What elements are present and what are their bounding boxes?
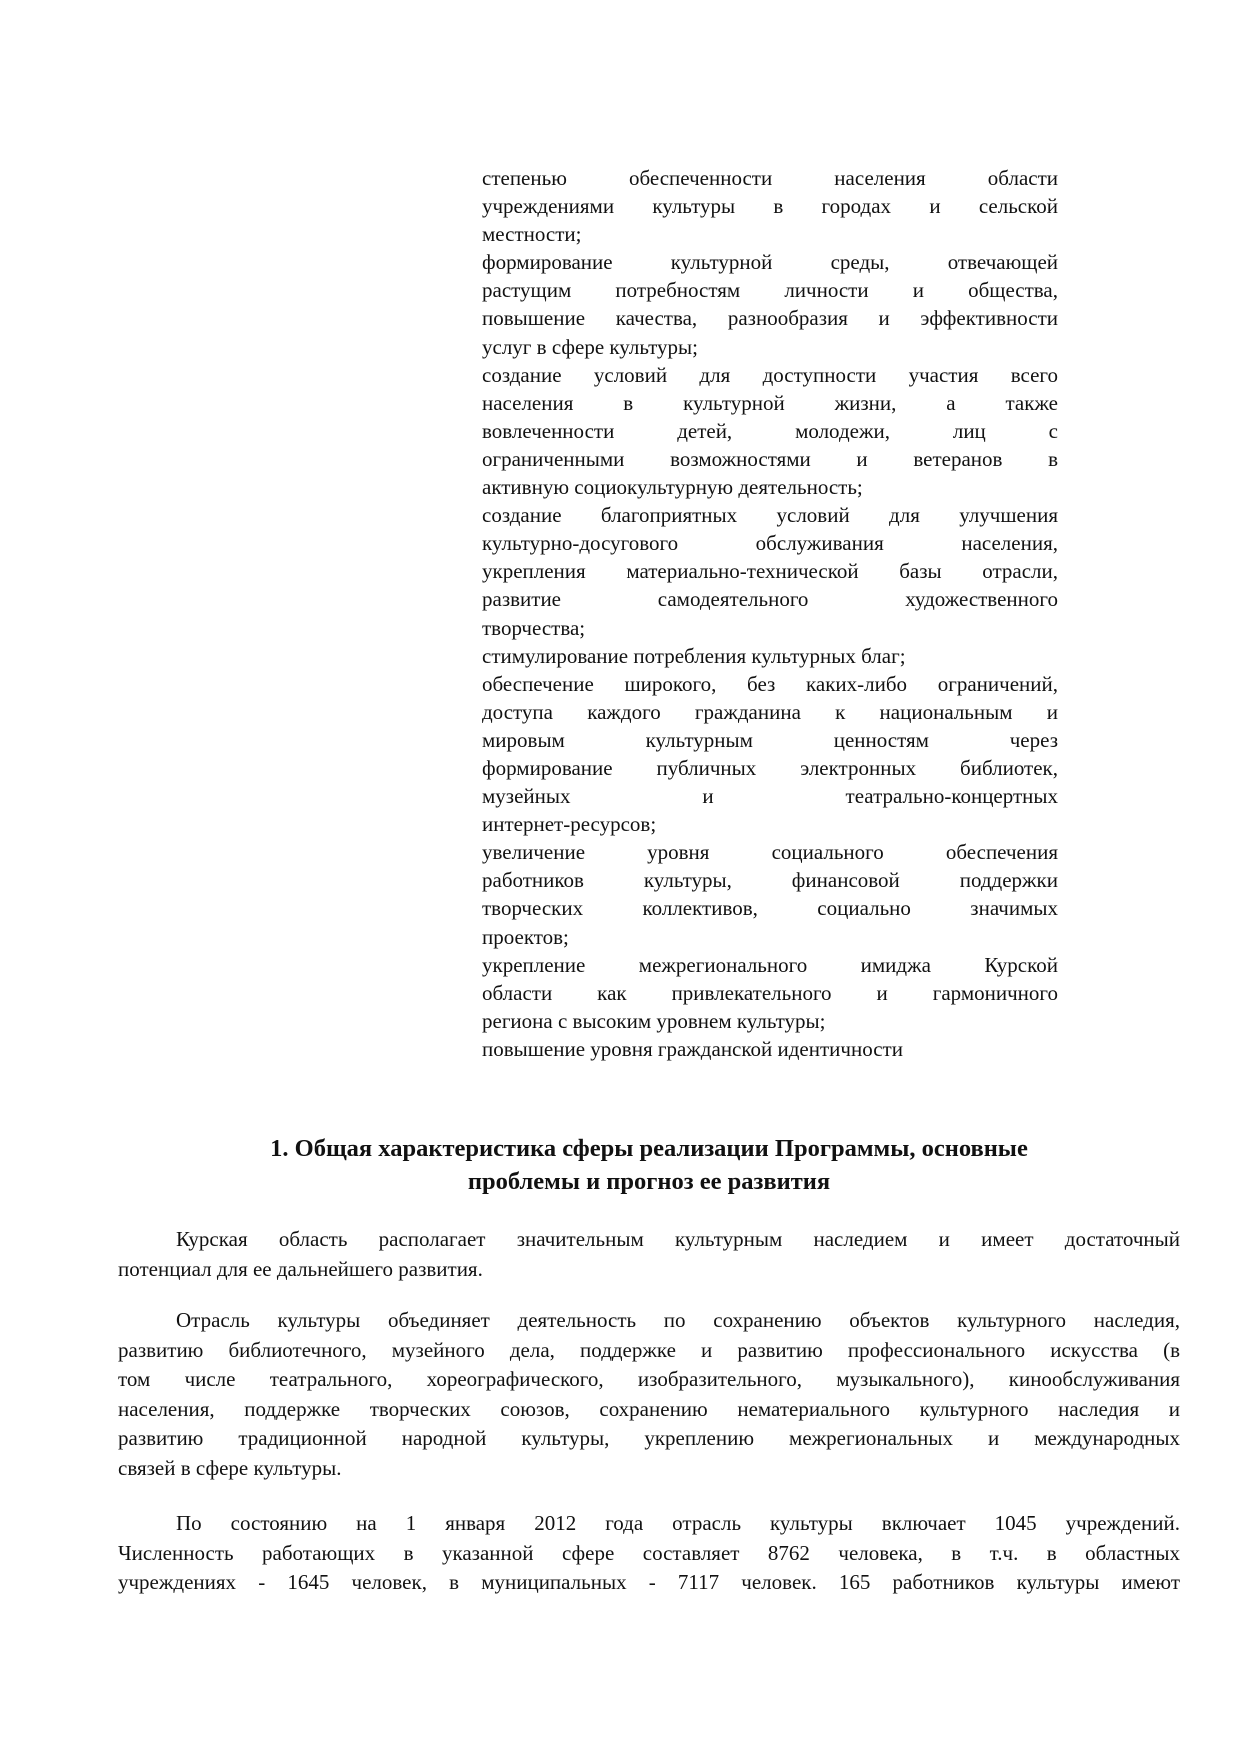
goal-item-line: растущим потребностям личности и общества,: [482, 278, 1058, 303]
goal-item-line: ограниченными возможностями и ветеранов в: [482, 446, 1058, 471]
paragraph-line: Численность работающих в указанной сфере составляет 8762 человека, в т.ч. в областных: [118, 1540, 1180, 1565]
goal-item-line: культурно-досугового обслуживания населения,: [482, 531, 1058, 556]
section-heading-line-1: 1. Общая характеристика сферы реализации Программы, основные: [270, 1135, 1028, 1162]
paragraph-line: населения, поддержке творческих союзов, сохранению нематериального культурного наследия и: [118, 1396, 1180, 1421]
goal-item-line: учреждениями культуры в городах и сельской: [482, 194, 1058, 219]
goal-item-line: мировым культурным ценностям через: [482, 727, 1058, 752]
goal-item-line: формирование культурной среды, отвечающей: [482, 250, 1058, 275]
goal-item-line: вовлеченности детей, молодежи, лиц с: [482, 418, 1058, 443]
goal-item-line: повышение качества, разнообразия и эффективности: [482, 306, 1058, 331]
paragraph-line: развитию библиотечного, музейного дела, поддержке и развитию профессионального искусства (в: [118, 1337, 1180, 1362]
goal-item-line: области как привлекательного и гармоничного: [482, 980, 1058, 1005]
goal-item-line: стимулирование потребления культурных благ;: [482, 643, 906, 668]
goal-item-line: формирование публичных электронных библиотек,: [482, 755, 1058, 780]
goal-item-line: проектов;: [482, 924, 569, 949]
goal-item-line: активную социокультурную деятельность;: [482, 475, 863, 500]
section-heading-line-2: проблемы и прогноз ее развития: [467, 1168, 831, 1195]
paragraph-statistics: [118, 1509, 1180, 1598]
goal-item-line: обеспечение широкого, без каких-либо ограничений,: [482, 671, 1058, 696]
paragraph-line: По состоянию на 1 января 2012 года отрасль культуры включает 1045 учреждений.: [176, 1511, 1180, 1535]
goal-item-line: услуг в сфере культуры;: [482, 334, 698, 359]
paragraph-line: Отрасль культуры объединяет деятельность по сохранению объектов культурного наследия,: [176, 1308, 1180, 1332]
goal-item-line: создание благоприятных условий для улучшения: [482, 503, 1058, 528]
goal-item-line: работников культуры, финансовой поддержки: [482, 868, 1058, 893]
paragraph-line: потенциал для ее дальнейшего развития.: [118, 1256, 483, 1281]
goal-item-line: доступа каждого гражданина к национальным и: [482, 699, 1058, 724]
goal-item-line: творчества;: [482, 615, 586, 640]
section-heading: [118, 1132, 1180, 1198]
paragraph-line: учреждениях - 1645 человек, в муниципальных - 7117 человек. 165 работников культуры имеют: [118, 1570, 1180, 1594]
paragraph-industry-scope: [118, 1306, 1180, 1483]
goal-item-line: развитие самодеятельного художественного: [482, 587, 1058, 612]
paragraph-line: связей в сфере культуры.: [118, 1455, 342, 1480]
goals-list: [482, 164, 1058, 1063]
paragraph-line: том числе театрального, хореографического, изобразительного, музыкального), кинообслуживания: [118, 1367, 1180, 1391]
goal-item-line: создание условий для доступности участия всего: [482, 362, 1058, 387]
goal-item-line: творческих коллективов, социально значимых: [482, 896, 1058, 921]
goal-item-line: музейных и театрально-концертных: [482, 784, 1058, 809]
paragraph-heritage: [118, 1225, 1180, 1284]
paragraph-line: развитию традиционной народной культуры, укреплению межрегиональных и международных: [118, 1426, 1180, 1450]
paragraph-line: Курская область располагает значительным культурным наследием и имеет достаточный: [176, 1227, 1180, 1251]
goal-item-line: увеличение уровня социального обеспечения: [482, 840, 1058, 865]
goal-item-line: укрепление межрегионального имиджа Курской: [482, 952, 1058, 977]
goal-item-line: степенью обеспеченности населения области: [482, 166, 1058, 190]
goal-item-line: повышение уровня гражданской идентичности: [482, 1036, 903, 1061]
goal-item-line: укрепления материально-технической базы отрасли,: [482, 559, 1058, 584]
goal-item-line: населения в культурной жизни, а также: [482, 390, 1058, 415]
goal-item-line: региона с высоким уровнем культуры;: [482, 1008, 826, 1033]
goal-item-line: интернет-ресурсов;: [482, 812, 657, 837]
goal-item-line: местности;: [482, 222, 582, 247]
